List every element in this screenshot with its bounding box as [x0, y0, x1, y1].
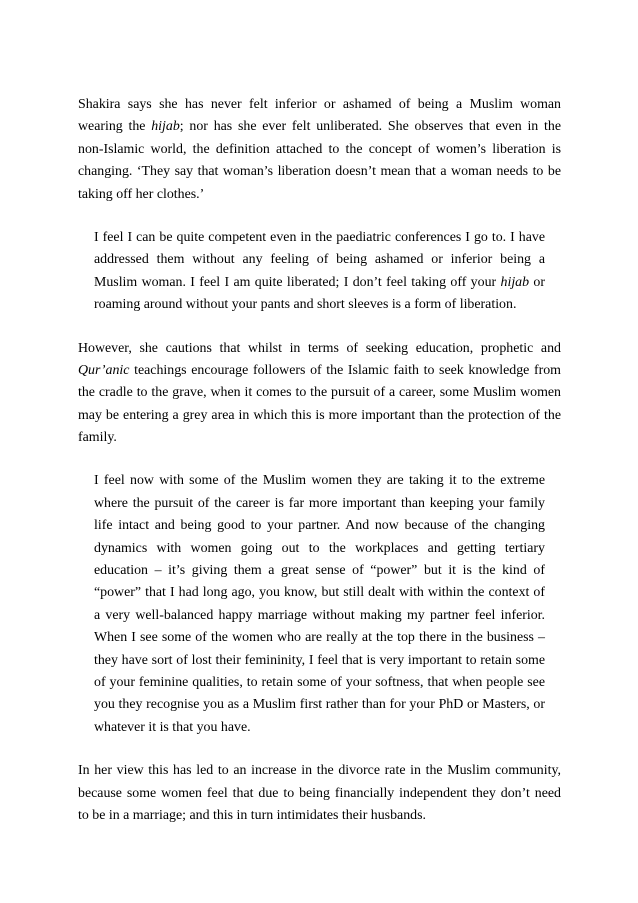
text-run: teachings encourage followers of the Islamic faith to seek knowledge from	[129, 362, 561, 378]
text-line: dynamics with women going out to the workplaces and getting tertiary	[94, 540, 545, 556]
text-run: Muslim woman. I feel I am quite liberated; I don’t feel taking off your	[94, 274, 501, 290]
text-line: to be in a marriage; and this in turn intimidates their husbands.	[78, 807, 426, 823]
italic-term: Qur’anic	[78, 362, 130, 378]
text-line: changing. ‘They say that woman’s liberation doesn’t mean that a woman needs to be	[78, 164, 561, 180]
paragraph-1	[78, 94, 561, 206]
text-line: Shakira says she has never felt inferior or ashamed of being a Muslim woman	[78, 97, 561, 112]
text-line: roaming around without your pants and short sleeves is a form of liberation.	[94, 297, 517, 313]
text-run: or	[529, 274, 546, 290]
text-line: addressed them without any feeling of being ashamed or inferior being a	[94, 252, 545, 268]
text-line: the cradle to the grave, when it comes to the pursuit of a career, some Muslim women	[78, 385, 561, 401]
paragraph-2	[78, 338, 561, 450]
text-line: you they recognise you as a Muslim first rather than for your PhD or Masters, or	[94, 697, 545, 713]
text-line	[78, 116, 561, 138]
italic-term: hijab	[151, 119, 180, 135]
italic-term: hijab	[500, 274, 530, 290]
text-line	[78, 360, 561, 382]
block-quote-2	[94, 470, 545, 739]
text-line: taking off her clothes.’	[78, 186, 205, 202]
text-line: whatever it is that you have.	[94, 719, 251, 735]
text-line: they have sort of lost their femininity, I feel that is very important to retain some	[94, 652, 545, 668]
text-line: When I see some of the women who are really at the top there in the business –	[94, 630, 545, 646]
text-line: “power” that I had long ago, you know, but still dealt with within the context of	[94, 585, 545, 601]
text-line: I feel now with some of the Muslim women they are taking it to the extreme	[94, 473, 545, 489]
paragraph-3	[78, 760, 561, 827]
text-line: because some women feel that due to being financially independent they don’t need	[78, 785, 561, 801]
text-run: ; nor has she ever felt unliberated. She observes that even in the	[179, 119, 561, 135]
text-line: life intact and being good to your partner. And now because of the changing	[94, 518, 545, 534]
text-line: non-Islamic world, the definition attached to the concept of women’s liberation is	[78, 141, 561, 157]
text-line: In her view this has led to an increase in the divorce rate in the Muslim community,	[78, 763, 561, 779]
document-body	[78, 94, 561, 848]
text-line: may be entering a grey area in which this is more important than the protection of the	[78, 407, 561, 423]
block-quote-1	[94, 227, 545, 317]
text-line: However, she cautions that whilst in terms of seeking education, prophetic and	[78, 340, 561, 356]
text-line: of your feminine qualities, to retain some of your softness, that when people see	[94, 674, 545, 690]
text-run: wearing the	[78, 119, 152, 135]
text-line	[94, 272, 545, 294]
text-line: family.	[78, 430, 117, 446]
text-line: where the pursuit of the career is far more important than keeping your family	[94, 495, 545, 511]
text-line: I feel I can be quite competent even in the paediatric conferences I go to. I have	[94, 229, 545, 245]
text-line: education – it’s giving them a great sense of “power” but it is the kind of	[94, 563, 545, 579]
text-line: a very well-balanced happy marriage without making my partner feel inferior.	[94, 607, 545, 623]
